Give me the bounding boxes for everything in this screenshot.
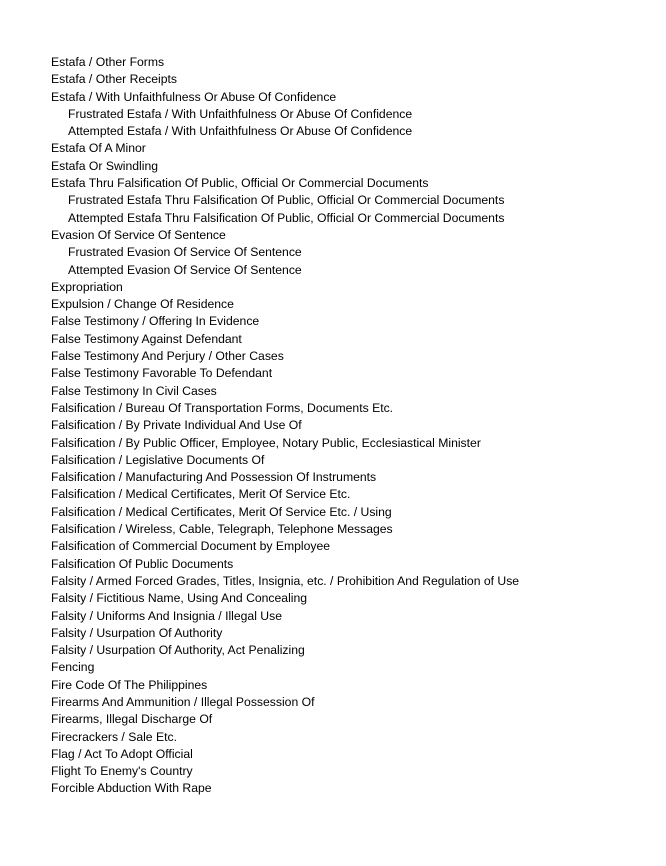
list-item: Falsification / Bureau Of Transportation Forms, Documents Etc. [51, 400, 394, 415]
list-item: Estafa / With Unfaithfulness Or Abuse Of Confidence [51, 89, 337, 104]
list-item: Firearms And Ammunition / Illegal Possession Of [51, 694, 315, 709]
list-item: Falsification of Commercial Document by Employee [51, 539, 331, 554]
list-item: False Testimony / Offering In Evidence [51, 314, 260, 329]
list-item: Falsity / Fictitious Name, Using And Concealing [51, 591, 308, 606]
list-item: Falsity / Armed Forced Grades, Titles, Insignia, etc. / Prohibition And Regulation of Use [51, 573, 520, 588]
list-item: Flag / Act To Adopt Official [51, 746, 193, 761]
list-sub-item: Attempted Evasion Of Service Of Sentence [68, 262, 302, 277]
list-item: Flight To Enemy's Country [51, 764, 193, 779]
list-item: Estafa Of A Minor [51, 141, 146, 156]
list-item: False Testimony In Civil Cases [51, 383, 217, 398]
list-item: Expropriation [51, 279, 123, 294]
list-item: False Testimony Favorable To Defendant [51, 366, 273, 381]
list-item: Falsification / By Private Individual And Use Of [51, 418, 302, 433]
list-item: Estafa / Other Receipts [51, 72, 177, 87]
list-item: Firearms, Illegal Discharge Of [51, 712, 213, 727]
list-item: Falsification / Medical Certificates, Merit Of Service Etc. [51, 487, 351, 502]
list-sub-item: Attempted Estafa Thru Falsification Of Public, Official Or Commercial Documents [68, 210, 505, 225]
list-item: Fencing [51, 660, 95, 675]
list-item: False Testimony And Perjury / Other Cases [51, 349, 284, 364]
list-item: Falsification Of Public Documents [51, 556, 234, 571]
offense-list [51, 54, 519, 798]
list-item: Falsification / Wireless, Cable, Telegraph, Telephone Messages [51, 522, 393, 537]
list-item: Falsification / Medical Certificates, Merit Of Service Etc. / Using [51, 504, 392, 519]
list-item: Firecrackers / Sale Etc. [51, 729, 177, 744]
list-item: Expulsion / Change Of Residence [51, 297, 234, 312]
list-item: Estafa / Other Forms [51, 55, 165, 69]
list-item: Falsity / Usurpation Of Authority [51, 625, 223, 640]
list-item: Falsification / By Public Officer, Employee, Notary Public, Ecclesiastical Minister [51, 435, 481, 450]
list-item: Evasion Of Service Of Sentence [51, 227, 226, 242]
list-item: Estafa Or Swindling [51, 158, 159, 173]
list-item: Falsity / Usurpation Of Authority, Act Penalizing [51, 643, 305, 658]
list-sub-item: Frustrated Estafa / With Unfaithfulness Or Abuse Of Confidence [68, 106, 413, 121]
list-sub-item: Frustrated Estafa Thru Falsification Of Public, Official Or Commercial Documents [68, 193, 505, 208]
list-item: Fire Code Of The Philippines [51, 677, 208, 692]
list-item: Falsity / Uniforms And Insignia / Illegal Use [51, 608, 282, 623]
list-sub-item: Attempted Estafa / With Unfaithfulness Or Abuse Of Confidence [68, 124, 413, 139]
list-sub-item: Frustrated Evasion Of Service Of Sentence [68, 245, 302, 260]
list-item: Estafa Thru Falsification Of Public, Official Or Commercial Documents [51, 176, 429, 191]
list-item: Forcible Abduction With Rape [51, 781, 212, 796]
list-item: False Testimony Against Defendant [51, 331, 242, 346]
list-item: Falsification / Legislative Documents Of [51, 452, 265, 467]
list-item: Falsification / Manufacturing And Possession Of Instruments [51, 470, 377, 485]
